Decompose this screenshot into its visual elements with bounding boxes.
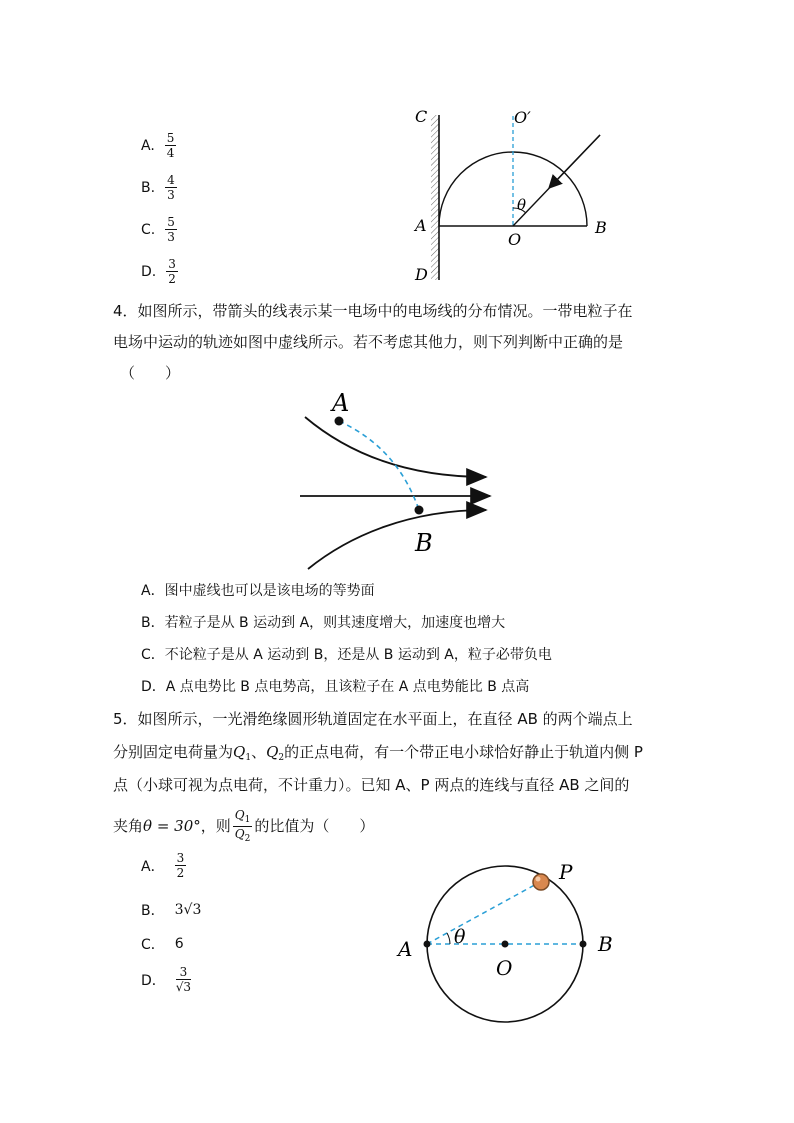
label-theta: θ [517, 196, 527, 214]
label-b: B [415, 529, 433, 557]
label-a: A [398, 937, 413, 961]
label-o-prime: O′ [514, 108, 531, 127]
q4-field-lines-figure [290, 385, 510, 585]
label-b: B [595, 218, 607, 237]
fraction: $\frac{5}{4}$ [166, 131, 175, 160]
field-line-bottom [308, 510, 486, 569]
q1-over-q2-fraction: $\frac{Q_1}{Q_2}$ [234, 807, 251, 844]
q5-stem-line4: 夹角 θ = 30° ，则 $\frac{Q_1}{Q_2}$ 的比值为（ ） [113, 807, 375, 844]
label-o: O [496, 956, 513, 980]
fraction: $\frac{5}{3}$ [167, 215, 175, 244]
q5-option-b: B． 3√3 [141, 902, 202, 919]
charged-ball-p [533, 874, 549, 890]
label-o: O [508, 230, 522, 249]
q4-option-b: B．若粒子是从 B 运动到 A，则其速度增大，加速度也增大 [141, 615, 506, 631]
q5-option-c: C． 6 [141, 936, 184, 953]
theta-arc [447, 933, 450, 944]
label-a: A [332, 389, 350, 417]
q4-answer-blank: （ ） [120, 364, 181, 382]
q4-option-a: A．图中虚线也可以是该电场的等势面 [141, 583, 375, 599]
fraction: $\frac{4}{3}$ [167, 173, 175, 202]
wall-hatch [431, 115, 439, 280]
q3-option-d: D. $\frac{3}{2}$ [141, 257, 176, 286]
ray-arrow [550, 135, 600, 187]
q4-stem-line1: 4．如图所示，带箭头的线表示某一电场中的电场线的分布情况。一带电粒子在 [113, 302, 633, 320]
point-a-dot [424, 941, 431, 948]
q3-option-a: A. $\frac{5}{4}$ [141, 131, 175, 160]
point-b-dot [415, 506, 424, 515]
label-d: D [415, 265, 428, 284]
q5-circle-track-figure [390, 855, 630, 1035]
fraction: $\frac{3}{2}$ [176, 851, 185, 880]
q4-option-d: D．A 点电势比 B 点电势高，且该粒子在 A 点电势能比 B 点高 [141, 679, 530, 695]
q5-option-a: A． $\frac{3}{2}$ [141, 851, 185, 880]
q5-stem-line1: 5．如图所示，一光滑绝缘圆形轨道固定在水平面上，在直径 AB 的两个端点上 [113, 710, 633, 728]
center-o-dot [502, 941, 509, 948]
fraction: $\frac{3}{√3}$ [175, 965, 192, 994]
line-ap-dashed [427, 882, 540, 944]
q3-semicircle-figure [400, 100, 630, 290]
q4-option-c: C．不论粒子是从 A 运动到 B，还是从 B 运动到 A，粒子必带负电 [141, 647, 552, 663]
point-a-dot [335, 417, 344, 426]
field-line-top [305, 417, 486, 477]
ball-highlight [536, 877, 541, 882]
q5-stem-line3: 点（小球可视为点电荷，不计重力）。已知 A、P 两点的连线与直径 AB 之间的 [113, 776, 630, 794]
label-p: P [559, 860, 573, 884]
label-c: C [415, 107, 428, 126]
q5-option-d: D． $\frac{3}{√3}$ [141, 965, 192, 994]
point-b-dot [580, 941, 587, 948]
label-b: B [598, 932, 613, 956]
q5-stem-line2: 分别固定电荷量为$Q_1$、$Q_2$的正点电荷，有一个带正电小球恰好静止于轨道内侧 P [113, 743, 643, 763]
q3-option-c: C. $\frac{5}{3}$ [141, 215, 175, 244]
q3-option-b: B. $\frac{4}{3}$ [141, 173, 175, 202]
q4-stem-line2: 电场中运动的轨迹如图中虚线所示。若不考虑其他力，则下列判断中正确的是 [113, 333, 624, 351]
label-a: A [415, 216, 427, 235]
fraction: $\frac{3}{2}$ [168, 257, 176, 286]
label-theta: θ [454, 926, 466, 948]
